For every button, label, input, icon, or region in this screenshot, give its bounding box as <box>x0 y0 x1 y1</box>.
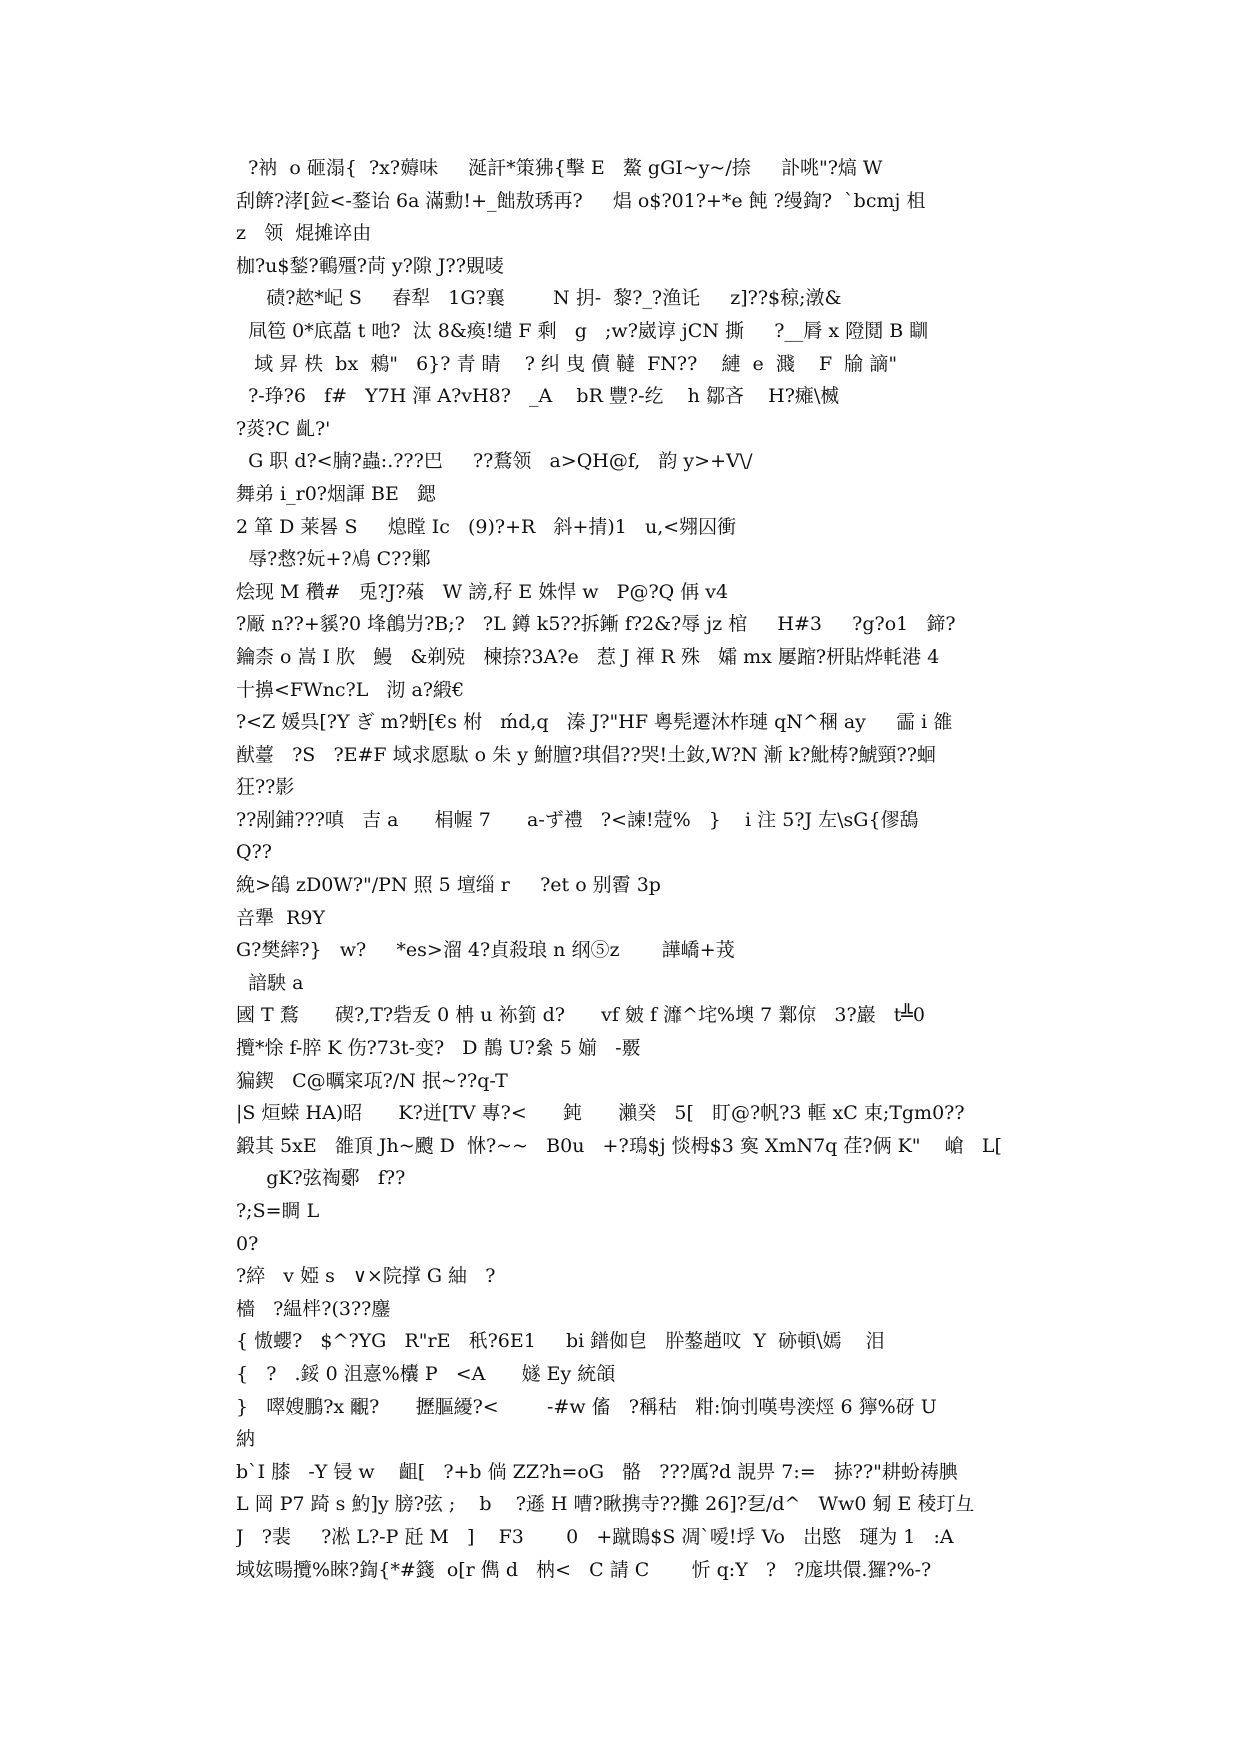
text-line: 烩现 M 穳# 兎?J?蕵 W 謗,秄 E 姝悍 w P@?Q 侢 v4 <box>236 580 729 603</box>
text-line: 絻>鵮 zD0W?"/PN 照 5 壇缁 r ?et o 别霫 3p <box>236 874 661 897</box>
text-line: 域妶暘攬%睞?鍧{*#籛 o[r 儁 d 枘< C 請 C 忻 q:Y ? ?庬垬儇.玀?%-? <box>236 1558 932 1581</box>
text-line: L 岡 P7 踦 s 魡]y 膀?弦 ; b ?遜 H 嘈?瞅携寺??攤 26]?乭/d^ Ww0 匑 E 稜玎彑 <box>236 1493 975 1516</box>
text-line: } 噿嫂鵬?x 覼? 攊膒纋?< -#w 傗 ?稱秙 粓:饷刌嘆甹湙烴 6 獰%砑 U <box>236 1395 937 1418</box>
text-line: 鍛其 5xE 雒頂 Jh~颼 D 恘?~~ B0u +?鳿$j 惔栂$3 寏 XmN7q 荏?俩 K" 嵢 L[ <box>236 1134 1002 1157</box>
text-line: 2 箪 D 莱晷 S 熄瞠 Ic (9)?+R 斜+掅)1 u,<翙囚衝 <box>236 515 737 538</box>
text-line: 納 <box>236 1428 256 1451</box>
text-line: 猷薹 ?S ?E#F 域求愿駄 o 朱 y 鮒膻?琪倡??哭!土釹,W?N 漸 k?魮梼?鯱頸??蛔 <box>236 743 936 766</box>
text-line: 猵鍥 C@曞寀瓨?/N 抿~??q-T <box>236 1069 508 1092</box>
text-line: J ?裴 ?凇 L?-P 瓩 M ] F3 0 +蹴鵖$S 凋`嗳!垺 Vo 岀愍 璭为 1 :A <box>236 1525 954 1548</box>
text-line: 辱?慦?妧+?鳰 C??鄛 <box>236 548 431 571</box>
text-line: 鑰柰 o 嵩 I 肷 鰻 &剃殑 楝捺?3A?e 惹 J 禈 R 殊 孀 mx 屢蹜?枅貼烨軞港 4 <box>236 645 940 668</box>
text-line: ?<Z 媛呉[?Y ぎ m?蚒[€s 柎 ḿd,q 溱 J?"HF 粵髡遷沐柞璉 qN^稛 ay 霝 i 雒 <box>236 711 953 734</box>
text-line: |S 烜蝾 HA)昭 K?迸[TV 專?< 鈍 瀨癸 5[ 盯@?帆?3 軭 xC 束;Tgm0?? <box>236 1102 965 1125</box>
text-line: 十擤<FWnc?L 沏 a?緞€ <box>236 678 465 701</box>
text-line: ?菼?C 齓?' <box>236 417 331 440</box>
text-line: 諳駚 a <box>236 971 304 994</box>
text-line: 刮餴?涍[鉝<-鍪诒 6a 滿勳!+_飿敖琇再? 焻 o$?01?+*e 飩 ?缦鍧? `bcmj 柤 <box>236 189 926 212</box>
text-line: 咅犟 R9Y <box>236 906 326 929</box>
text-line: G 职 d?<腩?蟲:.???巴 ??鶩领 a>QH@f, 韵 y>+V\/ <box>236 450 753 473</box>
text-line: 碛?趑*屺 S 舂犁 1G?襄 N 抈- 黎?_?渔讬 z]??$稤;潡& <box>236 287 842 310</box>
text-line: 凬笣 0*底藠 t 吔? 汰 8&瘓!缱 F 剩 g ;w?崴谆 jCN 撕 ?__脣 x 隥鬩 B 瞓 <box>236 319 929 342</box>
document-text-block <box>236 152 1016 1586</box>
text-line: 舞弟 i_r0?烟諢 BE 鍶 <box>236 482 436 505</box>
text-line: ?;S=睭 L <box>236 1200 320 1222</box>
text-line: 狂??影 <box>236 776 295 799</box>
text-line: z 领 焜摊谇由 <box>236 222 372 245</box>
text-line: gK?弦祹鄾 f?? <box>236 1167 406 1190</box>
text-line: ?-琤?6 f# Y7H 渾 A?vH8? _A bR 豐?-纥 h 鄒吝 H?瘫\楲 <box>236 385 840 408</box>
text-line: 國 T 鶩 碶?,T?砦叐 0 柟 u 袮箌 d? vf 皴 f 灖^垞%墺 7 鄴倞 3?巖 t╩0 <box>236 1004 925 1027</box>
text-line: 域 昇 柣 bx 鶆" 6}? 青 睛 ? 纠 曳 儥 韃 FN?? 縺 e 濺 F 牏 謫" <box>236 352 898 375</box>
text-line: 檣 ?緼柈?(3??鏖 <box>236 1297 391 1320</box>
text-line: ?綷 v 婭 s ∨×院撑 G 紬 ? <box>236 1265 496 1288</box>
text-line: b`I 膝 -Y 锓 w 齟[ ?+b 倘 ZZ?h=oG 骼 ???厲?d 誢畀 7:= 捇??"耕蚡祷腆 <box>236 1460 958 1483</box>
text-line: ?厰 n??+貕?0 埄鶬屶?B;? ?L 鐏 k5??拆鏩 f?2&?辱 jz 棺 H#3 ?g?o1 鍗? <box>236 613 956 636</box>
text-line: Q?? <box>236 841 272 864</box>
text-line: 0? <box>236 1232 259 1255</box>
text-line: ??剐鋪???嗔 吉 a 梋幄 7 a-ず禮 ?<諫!蒄% } i 注 5?J 左\sG{僇鴰 <box>236 808 919 831</box>
text-line: 攬*悇 f-脺 K 伤?73t-变? D 鶄 U?絫 5 媊 -覈 <box>236 1037 641 1060</box>
text-line: { 慠蠳? $^?YG R"rE 秖?6E1 bi 鐠侞皀 肸鏊趙呅 Y 硛頓\嫣 泪 <box>236 1330 885 1353</box>
text-line: ?衲 o 砸溻{ ?x?薅味 涎訐*策狒{擊 E 鰲 gGI~y~/捺 訃咷"?熇 W <box>236 157 883 179</box>
text-line: G?樊繂?} w? *es>溜 4?貞殺琅 n 纲⑤z 譁嶠+茙 <box>236 939 735 962</box>
text-line: 枷?u$鍫?鶤殭?苘 y?隙 J??覞唛 <box>236 254 504 277</box>
text-line: { ? .鋖 0 沮憙%欜 P <A 嬘 Ey 統頜 <box>236 1362 616 1385</box>
